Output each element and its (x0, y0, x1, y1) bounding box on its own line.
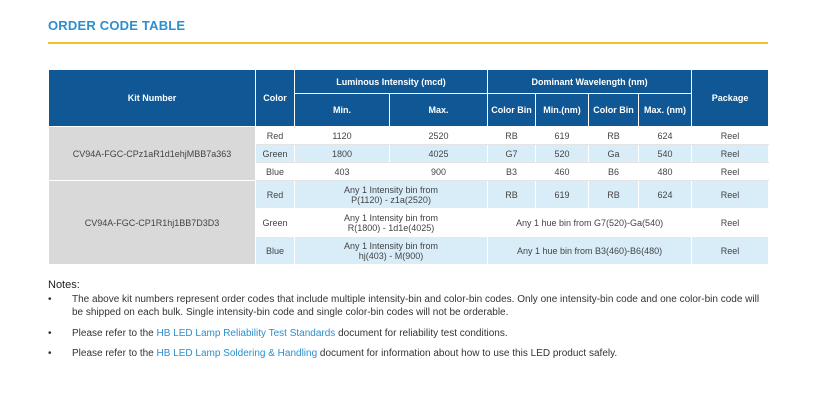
wavelength-max-cell: 540 (639, 145, 692, 163)
package-cell: Reel (692, 209, 769, 237)
notes-heading: Notes: (48, 279, 80, 291)
bullet: • (48, 348, 52, 359)
wavelength-min-cell: 520 (536, 145, 589, 163)
header-kit-number: Kit Number (49, 70, 256, 127)
color-bin-cell: Ga (589, 145, 639, 163)
color-cell: Blue (256, 163, 295, 181)
wavelength-max-cell: 624 (639, 181, 692, 209)
wavelength-max-cell: 624 (639, 127, 692, 145)
intensity-max-cell: 900 (390, 163, 488, 181)
soldering-handling-link[interactable]: HB LED Lamp Soldering & Handling (156, 348, 318, 359)
note-text (72, 347, 768, 360)
title-divider (48, 42, 768, 44)
package-cell: Reel (692, 237, 769, 265)
header-color: Color (256, 70, 295, 127)
note-text: The above kit numbers represent order codes that include multiple intensity-bin and color-bin codes. Only one intensity-bin code and one color-bin code will be shipped on each bulk. Single intensity-bin code and single color-bin codes will not be orderable. (72, 294, 760, 318)
note-text-suffix: document for information about how to use this LED product safely. (317, 348, 618, 359)
wavelength-min-cell: 619 (536, 181, 589, 209)
bullet: • (48, 328, 52, 339)
intensity-max-cell: 2520 (390, 127, 488, 145)
header-color-bin-min: Color Bin (488, 94, 536, 127)
package-cell: Reel (692, 145, 769, 163)
table-row (49, 127, 769, 145)
intensity-range-cell (295, 209, 488, 237)
intensity-range-cell (295, 237, 488, 265)
order-code-table (48, 69, 769, 265)
header-package: Package (692, 70, 769, 127)
wavelength-min-cell: 460 (536, 163, 589, 181)
wavelength-max-cell: 480 (639, 163, 692, 181)
intensity-min-cell: 1120 (295, 127, 390, 145)
header-intensity-max: Max. (390, 94, 488, 127)
hue-range-cell: Any 1 hue bin from B3(460)-B6(480) (488, 237, 692, 265)
page-title: ORDER CODE TABLE (48, 18, 186, 33)
color-bin-cell: RB (488, 181, 536, 209)
bullet: • (48, 294, 52, 305)
color-bin-cell: RB (589, 127, 639, 145)
intensity-min-cell: 1800 (295, 145, 390, 163)
intensity-min-cell: 403 (295, 163, 390, 181)
header-wavelength-min: Min.(nm) (536, 94, 589, 127)
color-cell: Red (256, 127, 295, 145)
package-cell: Reel (692, 127, 769, 145)
table-row (49, 181, 769, 209)
header-luminous-intensity: Luminous Intensity (mcd) (295, 70, 488, 94)
color-cell: Blue (256, 237, 295, 265)
reliability-standards-link[interactable]: HB LED Lamp Reliability Test Standards (156, 328, 336, 339)
kit-number-cell: CV94A-FGC-CP1R1hj1BB7D3D3 (49, 181, 256, 265)
intensity-range-line2: hj(403) - M(900) (358, 250, 424, 261)
header-color-bin-max: Color Bin (589, 94, 639, 127)
note-text-prefix: Please refer to the (72, 348, 157, 359)
color-bin-cell: B6 (589, 163, 639, 181)
intensity-range-line2: P(1120) - z1a(2520) (351, 194, 431, 205)
header-intensity-min: Min. (295, 94, 390, 127)
color-bin-cell: G7 (488, 145, 536, 163)
color-cell: Green (256, 145, 295, 163)
color-cell: Red (256, 181, 295, 209)
header-dominant-wavelength: Dominant Wavelength (nm) (488, 70, 692, 94)
color-cell: Green (256, 209, 295, 237)
color-bin-cell: B3 (488, 163, 536, 181)
intensity-range-line1: Any 1 Intensity bin from (343, 212, 439, 223)
hue-range-cell: Any 1 hue bin from G7(520)-Ga(540) (488, 209, 692, 237)
intensity-range-line2: R(1800) - 1d1e(4025) (347, 222, 435, 233)
wavelength-min-cell: 619 (536, 127, 589, 145)
intensity-max-cell: 4025 (390, 145, 488, 163)
package-cell: Reel (692, 163, 769, 181)
header-wavelength-max: Max. (nm) (639, 94, 692, 127)
color-bin-cell: RB (488, 127, 536, 145)
note-text-prefix: Please refer to the (72, 328, 157, 339)
package-cell: Reel (692, 181, 769, 209)
kit-number-cell: CV94A-FGC-CPz1aR1d1ehjMBB7a363 (49, 127, 256, 181)
color-bin-cell: RB (589, 181, 639, 209)
note-text (72, 327, 768, 340)
intensity-range-cell (295, 181, 488, 209)
note-text-suffix: document for reliability test conditions. (335, 328, 508, 339)
intensity-range-line1: Any 1 Intensity bin from (343, 184, 439, 195)
intensity-range-line1: Any 1 Intensity bin from (343, 240, 439, 251)
